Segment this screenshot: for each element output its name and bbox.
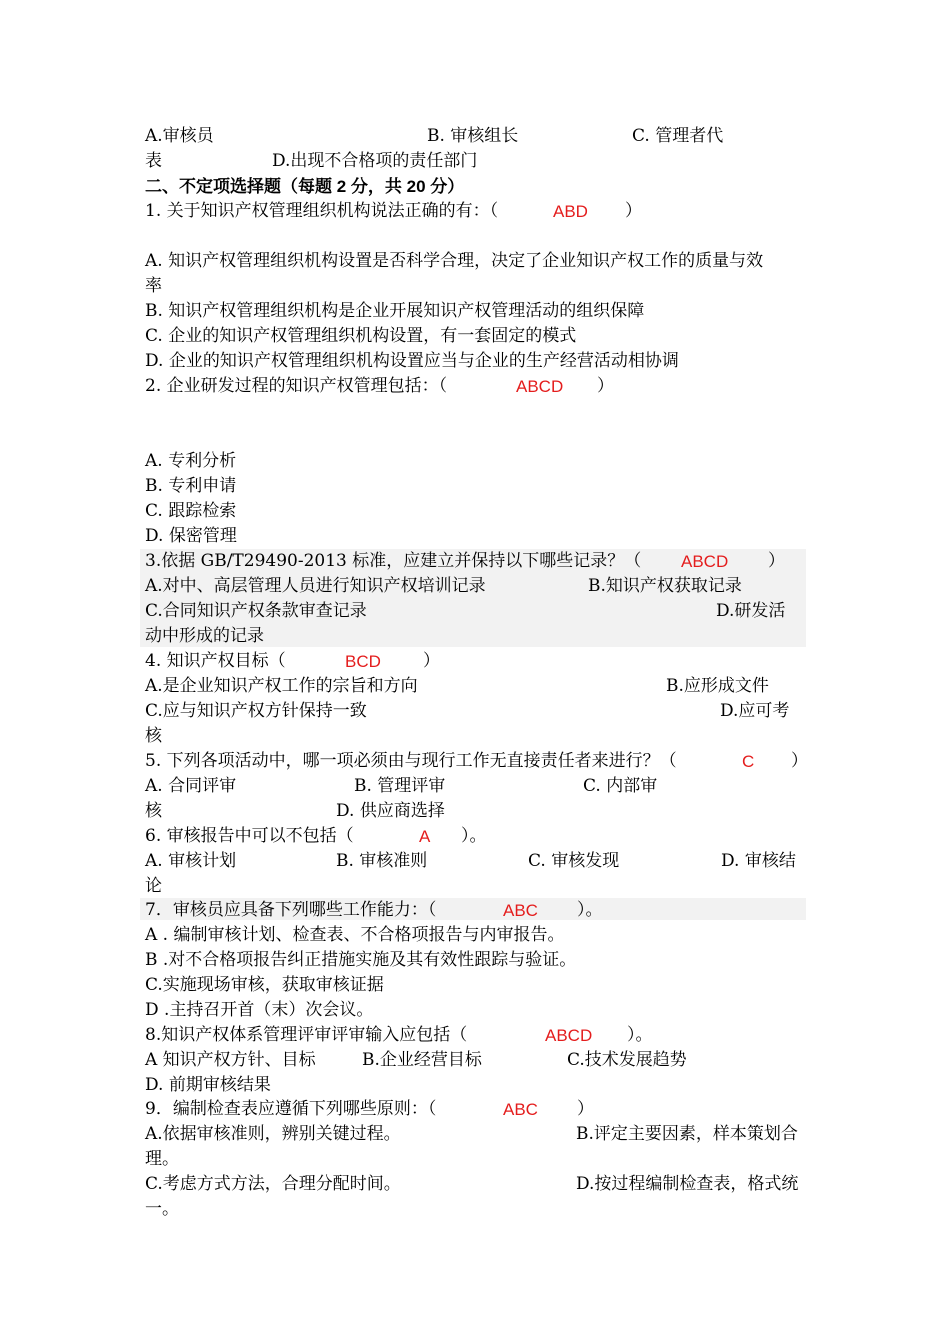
option-c: C. 管理者代 — [632, 126, 724, 146]
option-d: D. 审核结 — [721, 851, 796, 871]
close-bracket: ） — [423, 651, 440, 671]
option-line: B. 专利申请 — [145, 476, 237, 496]
close-bracket: ）。 — [461, 826, 487, 846]
option-a: A.依据审核准则，辨别关键过程。 — [145, 1124, 401, 1144]
answer-label: ABD — [553, 202, 588, 221]
option-d: D.研发活 — [716, 601, 786, 621]
close-bracket: ） — [577, 1099, 594, 1119]
answer-label: BCD — [345, 652, 381, 671]
option-d: D.按过程编制检查表，格式统 — [576, 1174, 799, 1194]
option-line: A . 编制审核计划、检查表、不合格项报告与内审报告。 — [145, 925, 565, 945]
option-a: A.审核员 — [145, 126, 214, 146]
close-bracket: ） — [597, 376, 614, 396]
option-line: D. 企业的知识产权管理组织机构设置应当与企业的生产经营活动相协调 — [145, 351, 679, 371]
option-d: D.应可考 — [720, 701, 790, 721]
option-line: B .对不合格项报告纠正措施实施及其有效性跟踪与验证。 — [145, 950, 577, 970]
question-text: 2. 企业研发过程的知识产权管理包括：（ — [145, 376, 448, 396]
option-line: C. 跟踪检索 — [145, 501, 237, 521]
option-line: C. 企业的知识产权管理组织机构设置，有一套固定的模式 — [145, 326, 577, 346]
option-line: 动中形成的记录 — [145, 626, 264, 646]
close-bracket: ）。 — [577, 900, 603, 920]
option-b: B. 管理评审 — [354, 776, 446, 796]
close-bracket: ） — [768, 551, 785, 571]
option-line: A. 专利分析 — [145, 451, 237, 471]
option-line: 率 — [145, 276, 162, 296]
option-b: B.知识产权获取记录 — [588, 576, 742, 596]
option-a: A.是企业知识产权工作的宗旨和方向 — [145, 676, 418, 696]
option-a: A. 审核计划 — [145, 851, 237, 871]
question-text: 5. 下列各项活动中，哪一项必须由与现行工作无直接责任者来进行？（ — [145, 751, 677, 771]
answer-label: ABC — [503, 901, 538, 920]
option-line: B. 知识产权管理组织机构是企业开展知识产权管理活动的组织保障 — [145, 301, 645, 321]
question-text: 8.知识产权体系管理评审评审输入应包括（ — [145, 1025, 468, 1045]
option-c: C.考虑方式方法，合理分配时间。 — [145, 1174, 401, 1194]
option-c: C.合同知识产权条款审查记录 — [145, 601, 367, 621]
option-line: 核 — [145, 726, 162, 746]
answer-label: ABCD — [516, 377, 564, 396]
close-bracket: ）。 — [627, 1025, 653, 1045]
answer-label: A — [419, 827, 431, 846]
option-line: 理。 — [145, 1149, 179, 1169]
question-text: 9．编制检查表应遵循下列哪些原则：（ — [145, 1099, 437, 1119]
option-b: B.应形成文件 — [666, 676, 769, 696]
question-text: 3.依据 GB/T29490-2013 标准，应建立并保持以下哪些记录？（ — [145, 551, 642, 571]
option-line: 论 — [145, 876, 162, 896]
section-title: 二、不定项选择题（每题 2 分，共 20 分） — [145, 177, 465, 196]
option-b: B. 审核组长 — [427, 126, 519, 146]
option-b: B.评定主要因素，样本策划合 — [576, 1124, 798, 1144]
option-line: D .主持召开首（末）次会议。 — [145, 1000, 374, 1020]
answer-label: C — [742, 752, 755, 771]
close-bracket: ） — [625, 201, 642, 221]
question-text: 1. 关于知识产权管理组织机构说法正确的有：（ — [145, 201, 499, 221]
option-line: 一。 — [145, 1199, 179, 1219]
option-c-continuation: 核 — [145, 801, 162, 821]
option-a: A 知识产权方针、目标 — [145, 1050, 316, 1070]
option-line: A. 知识产权管理组织机构设置是否科学合理，决定了企业知识产权工作的质量与效 — [145, 251, 764, 271]
option-line: D. 保密管理 — [145, 526, 237, 546]
option-a: A.对中、高层管理人员进行知识产权培训记录 — [145, 576, 486, 596]
option-c: C. 审核发现 — [528, 851, 620, 871]
question-text: 6. 审核报告中可以不包括（ — [145, 826, 354, 846]
option-line: C.实施现场审核，获取审核证据 — [145, 975, 384, 995]
option-c: C.技术发展趋势 — [567, 1050, 687, 1070]
option-c: C. 内部审 — [583, 776, 658, 796]
answer-label: ABCD — [545, 1026, 593, 1045]
close-bracket: ） — [791, 751, 808, 771]
question-text: 4. 知识产权目标（ — [145, 651, 286, 671]
question-text: 7．审核员应具备下列哪些工作能力：（ — [145, 900, 437, 920]
option-b: B.企业经营目标 — [362, 1050, 482, 1070]
option-c-continuation: 表 — [145, 151, 162, 171]
option-d: D.出现不合格项的责任部门 — [272, 151, 478, 171]
option-c: C.应与知识产权方针保持一致 — [145, 701, 367, 721]
answer-label: ABCD — [681, 552, 729, 571]
option-line: D. 前期审核结果 — [145, 1075, 271, 1095]
option-b: B. 审核准则 — [336, 851, 428, 871]
answer-label: ABC — [503, 1100, 538, 1119]
option-d: D. 供应商选择 — [336, 801, 445, 821]
option-a: A. 合同评审 — [145, 776, 237, 796]
